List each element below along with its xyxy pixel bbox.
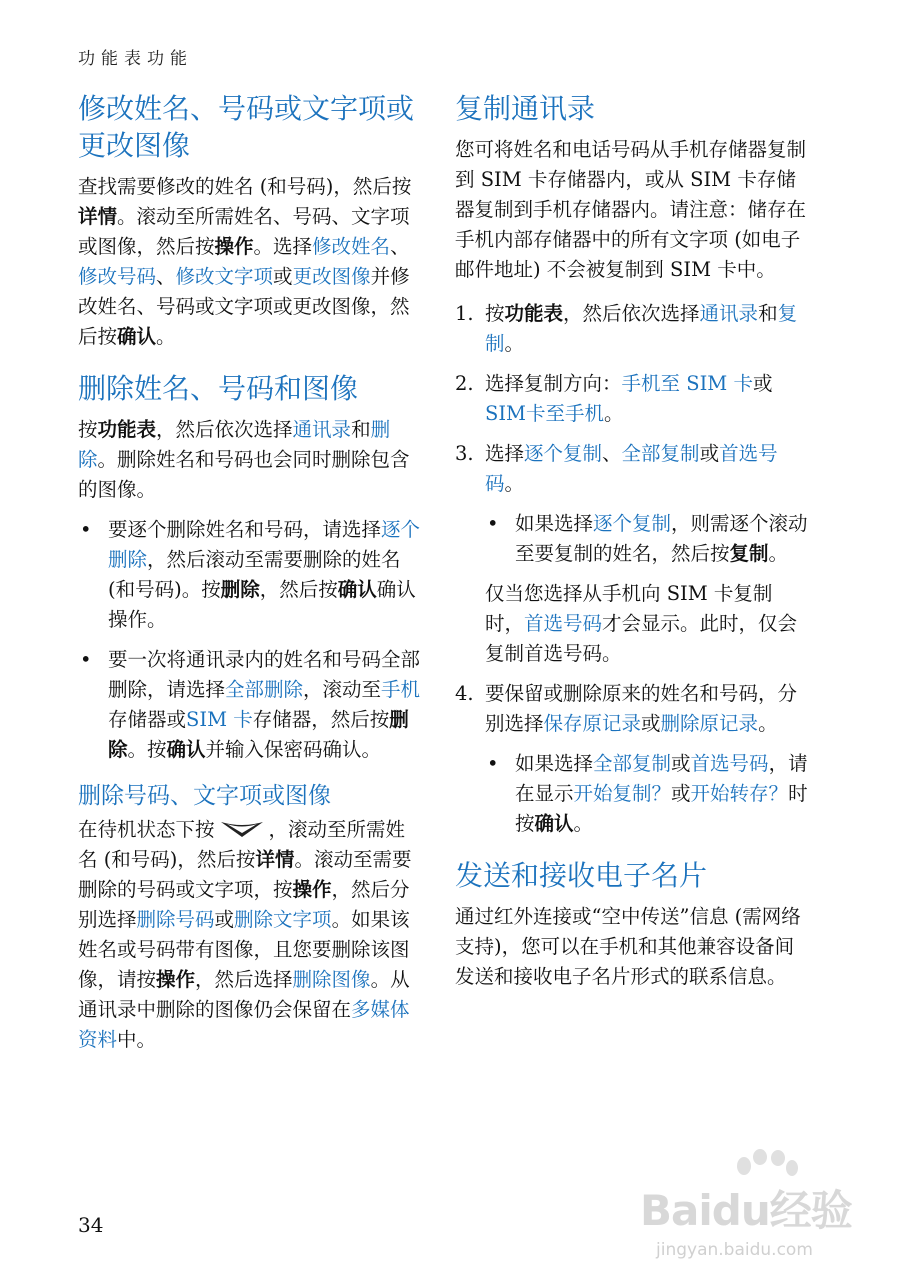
section-heading-delete-names: 删除姓名、号码和图像 [78, 372, 359, 405]
delete-numbers-paragraph: 在待机状态下按 ，滚动至所需姓名 (和号码)，然后按详情。滚动至需要删除的号码或文字项，按操作，然后分别选择删除号码或删除文字项。如果该姓名或号码带有图像，且您要删除该图像，请按操作，然后选择删除图像。从通讯录中删除的图像仍会保留在多媒体资料中。 [78, 818, 412, 1051]
term-edit-name: 修改姓名 [312, 235, 391, 258]
step-4-sub-list [485, 749, 810, 839]
delete-names-paragraph: 按功能表，然后依次选择通讯录和删除。删除姓名和号码也会同时删除包含的图像。 [78, 418, 410, 501]
copy-note-paragraph: 仅当您选择从手机向 SIM 卡复制时，首选号码才会显示。此时，仅会复制首选号码。 [485, 582, 798, 665]
subsection-heading-delete-numbers: 删除号码、文字项或图像 [78, 783, 331, 809]
edit-paragraph: 查找需要修改的姓名 (和号码)，然后按详情。滚动至所需姓名、号码、文字项或图像，然后按操作。选择修改姓名、修改号码、修改文字项或更改图像并修改姓名、号码或文字项或更改图像，然后按确认。 [78, 175, 412, 348]
business-card-paragraph: 通过红外连接或“空中传送”信息 (需网络支持)，您可以在手机和其他兼容设备间发送和接收电子名片形式的联系信息。 [455, 905, 801, 988]
list-item: 4. 要保留或删除原来的姓名和号码，分别选择保存原记录或删除原记录。 • 如果选择全部复制或首选号码，请在显示开始复制？或开始转存？时按确认。 [455, 679, 810, 839]
left-column [78, 90, 423, 1061]
nav-down-key-icon [219, 819, 265, 839]
right-column [455, 90, 810, 998]
list-item: 2. 选择复制方向：手机至 SIM 卡或SIM卡至手机。 [455, 372, 773, 425]
baidu-watermark [640, 1148, 850, 1268]
term-edit-number: 修改号码 [78, 265, 157, 288]
section-heading-edit: 修改姓名、号码或文字项或更改图像 [78, 92, 415, 162]
copy-intro-paragraph: 您可将姓名和电话号码从手机存储器复制到 SIM 卡存储器内，或从 SIM 卡存储器复制到手机存储器内。请注意：储存在手机内部存储器中的所有文字项 (如电子邮件地址) 不会被复制到 SIM 卡中。 [455, 138, 807, 281]
watermark-url: jingyan.baidu.com [656, 1240, 813, 1260]
running-header: 功能表功能 [78, 49, 193, 69]
list-item: 3. 选择逐个复制、全部复制或首选号码。 • 如果选择逐个复制，则需逐个滚动至要复制的姓名，然后按复制。 [455, 439, 810, 569]
list-item: • 要逐个删除姓名和号码，请选择逐个删除，然后滚动至需要删除的姓名 (和号码)。按删除，然后按确认确认操作。 [78, 515, 423, 635]
list-item: 1. 按功能表，然后依次选择通讯录和复制。 [455, 302, 798, 355]
term-change-image: 更改图像 [292, 265, 371, 288]
copy-steps-list-cont [455, 679, 810, 839]
step-3-sub-list [485, 509, 810, 569]
delete-names-bullet-list [78, 515, 423, 765]
term-edit-text: 修改文字项 [175, 265, 274, 288]
list-item: • 如果选择全部复制或首选号码，请在显示开始复制？或开始转存？时按确认。 [485, 749, 810, 839]
section-heading-copy: 复制通讯录 [455, 92, 596, 125]
list-item: • 如果选择逐个复制，则需逐个滚动至要复制的姓名，然后按复制。 [485, 509, 810, 569]
section-heading-business-card: 发送和接收电子名片 [455, 859, 708, 892]
watermark-brand: Baidu经验 [640, 1186, 852, 1235]
page-number: 34 [78, 1213, 104, 1237]
copy-steps-list [455, 299, 810, 569]
list-item: • 要一次将通讯录内的姓名和号码全部删除，请选择全部删除，滚动至手机存储器或SIM 卡存储器，然后按删除。按确认并输入保密码确认。 [78, 645, 423, 765]
